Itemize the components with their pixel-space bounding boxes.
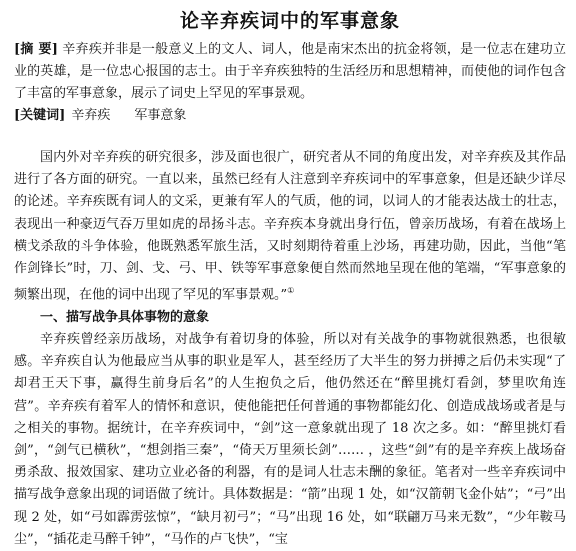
keywords-tag: [关键词] xyxy=(14,108,66,123)
keyword-item: 辛弃疾 xyxy=(71,108,111,123)
body-paragraph xyxy=(14,147,566,307)
keywords xyxy=(14,105,566,127)
paragraph-text: 国内外对辛弃疾的研究很多，涉及面也很广，研究者从不同的角度出发，对辛弃疾及其作品进行了各方面的研究。一直以来，虽然已经有人注意到辛弃疾词中的军事意象，但是还缺少详尽的论述。辛弃疾既有词人的文采，更兼有军人的气质，他的词，以词人的才能表达战士的壮志，表现出一种豪迈气吞万里如虎的昂扬斗志。辛弃疾本身就出身行伍，曾亲历战场，有着在战场上横戈杀敌的斗争体验，他既熟悉军旅生活，又时刻期待着重上沙场，再建功勋，因此，当他“笔作剑锋长”时，刀、剑、戈、弓、甲、铁等军事意象便自然而然地呈现在他的笔端，“军事意象的频繁出现，在他的词中出现了罕见的军事景观。” xyxy=(14,150,566,303)
article-body xyxy=(14,147,566,551)
abstract xyxy=(14,39,566,105)
abstract-text: 辛弃疾并非是一般意义上的文人、词人，他是南宋杰出的抗金将领，是一位志在建功立业的英雄，是一位忠心报国的志士。由于辛弃疾独特的生活经历和思想精神，而使他的词作包含了丰富的军事意象，展示了词史上罕见的军事景观。 xyxy=(14,42,567,101)
keyword-item: 军事意象 xyxy=(134,108,187,123)
footnote-marker: ① xyxy=(287,286,295,296)
section-heading: 一、描写战争具体事物的意象 xyxy=(40,309,210,325)
article-title: 论辛弃疾词中的军事意象 xyxy=(179,10,400,32)
document-page xyxy=(0,7,576,547)
abstract-tag: [摘 要] xyxy=(14,42,58,57)
body-paragraph: 辛弃疾曾经亲历战场，对战争有着切身的体验，所以对有关战争的事物就很熟悉，也很敏感。辛弃疾自认为他最应当从事的职业是军人，甚至经历了大半生的努力拼搏之后仍未实现“了却君王天下事，赢得生前身后名”的人生抱负之后，他仍然还在“醉里挑灯看剑，梦里吹角连营”。辛弃疾有着军人的情怀和意识，使他能把任何普通的事物都能幻化、创造成战场或者是与之相关的事物。据统计，在辛弃疾词中，“剑”这一意象就出现了 18 次之多。如：“醉里挑灯看剑”，“剑气已横秋”，“想剑指三秦”，“倚天万里须长剑”…… ，这些“剑”有的是辛弃疾上战场奋勇杀敌、报效国家、建功立业必备的利器，有的是词人壮志未酬的象征。笔者对一些辛弃疾词中描写战争意象出现的词语做了统计。具体数据是：“箭”出现 1 处，如“汉箭朝飞金仆姑”；“弓”出现 2 处，如“弓如霹雳弦惊”，“缺月初弓”；“马”出现 16 处，如“联翩万马来无数”，“少年鞍马尘”，“插花走马醉千钟”，“马作的卢飞快”，“宝 xyxy=(14,331,566,547)
